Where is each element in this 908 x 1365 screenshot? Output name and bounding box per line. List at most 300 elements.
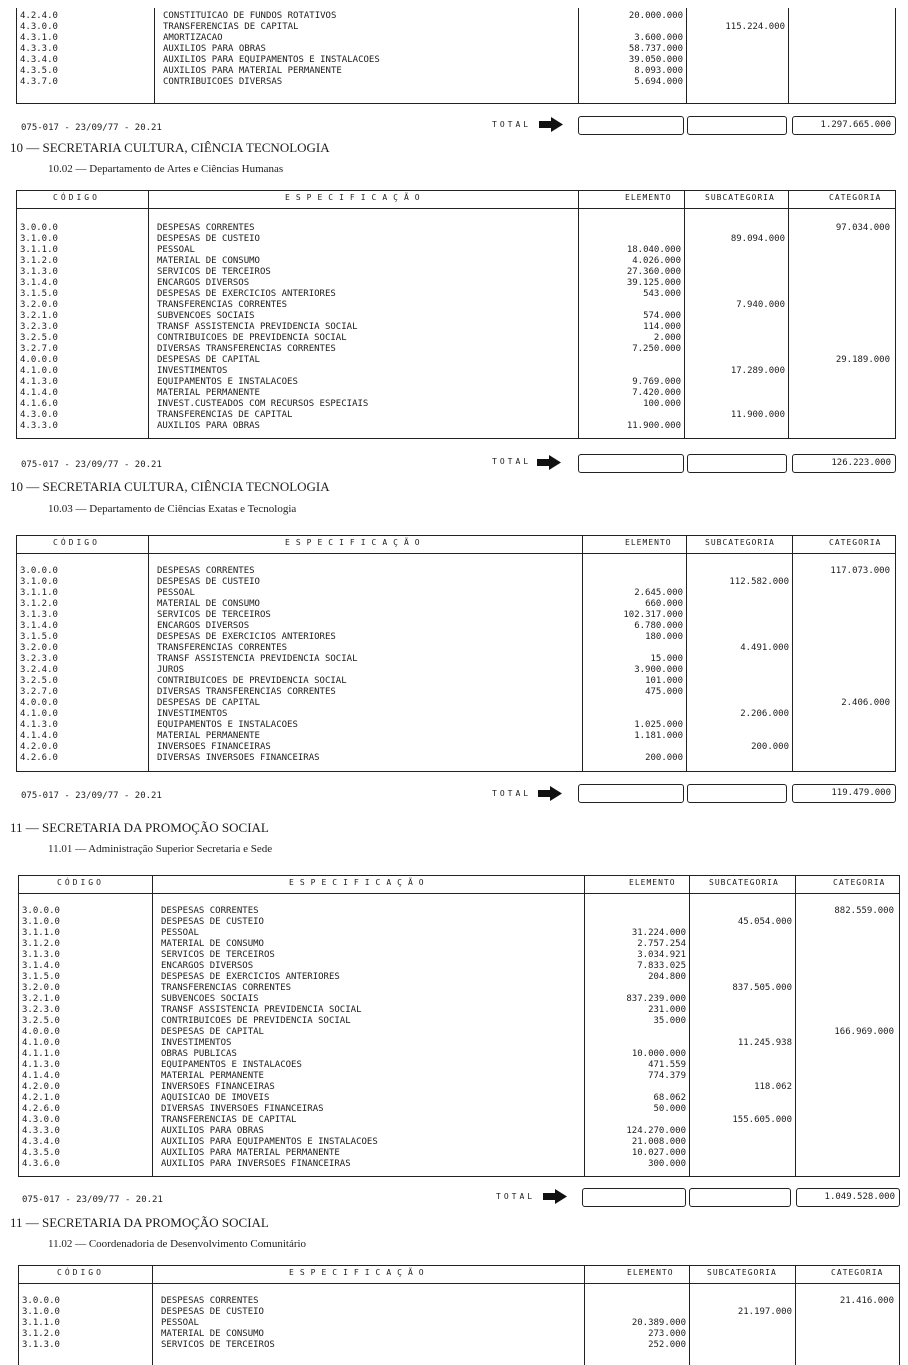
row-elemento: 9.769.000 (632, 377, 681, 387)
row-especificacao: CONTRIBUICOES DE PREVIDENCIA SOCIAL (157, 676, 347, 686)
row-especificacao: AQUISICAO DE IMOVEIS (161, 1093, 270, 1103)
row-especificacao: DESPESAS DE CAPITAL (157, 698, 260, 708)
row-especificacao: DESPESAS DE EXERCICIOS ANTERIORES (157, 632, 336, 642)
row-especificacao: TRANSF ASSISTENCIA PREVIDENCIA SOCIAL (157, 322, 358, 332)
table-row (17, 66, 895, 77)
row-elemento: 774.379 (648, 1071, 686, 1081)
row-especificacao: DESPESAS DE CUSTEIO (161, 1307, 264, 1317)
row-elemento: 200.000 (645, 753, 683, 763)
header-especificacao: ESPECIFICAÇÃO (289, 878, 430, 887)
row-elemento: 18.040.000 (626, 245, 681, 255)
row-subcategoria: 115.224.000 (725, 22, 785, 32)
row-code: 3.2.5.0 (20, 676, 58, 686)
row-elemento: 58.737.000 (628, 44, 683, 54)
row-especificacao: INVERSOES FINANCEIRAS (157, 742, 271, 752)
row-code: 4.3.0.0 (22, 1115, 60, 1125)
row-elemento: 3.600.000 (634, 33, 683, 43)
row-code: 4.1.4.0 (20, 388, 58, 398)
table-row (17, 256, 895, 267)
row-especificacao: PESSOAL (161, 1318, 199, 1328)
total-box-categoria: 119.479.000 (792, 784, 896, 803)
row-especificacao: DIVERSAS TRANSFERENCIAS CORRENTES (157, 687, 336, 697)
header-codigo: CÓDIGO (53, 538, 100, 547)
row-code: 3.0.0.0 (22, 906, 60, 916)
row-especificacao: DESPESAS CORRENTES (157, 223, 255, 233)
row-especificacao: TRANSF ASSISTENCIA PREVIDENCIA SOCIAL (157, 654, 358, 664)
row-especificacao: MATERIAL DE CONSUMO (157, 599, 260, 609)
row-especificacao: DIVERSAS TRANSFERENCIAS CORRENTES (157, 344, 336, 354)
row-elemento: 4.026.000 (632, 256, 681, 266)
table-row (19, 1082, 899, 1093)
total-label: TOTAL (496, 1192, 536, 1201)
header-categoria: CATEGORIA (831, 1268, 884, 1277)
row-especificacao: DESPESAS CORRENTES (161, 906, 259, 916)
table-row (19, 1071, 899, 1082)
row-especificacao: PESSOAL (161, 928, 199, 938)
section-title: 10 — SECRETARIA CULTURA, CIÊNCIA TECNOLOGIA (10, 479, 330, 494)
row-especificacao: TRANSFERENCIAS DE CAPITAL (163, 22, 299, 32)
table-row (19, 1060, 899, 1071)
table-row (17, 577, 895, 588)
header-codigo: CÓDIGO (57, 1268, 104, 1277)
row-especificacao: DESPESAS DE CAPITAL (161, 1027, 264, 1037)
table-row (19, 1027, 899, 1038)
row-especificacao: OBRAS PUBLICAS (161, 1049, 237, 1059)
table-row (19, 1093, 899, 1104)
table-row (17, 566, 895, 577)
total-box-elemento (578, 116, 684, 135)
row-especificacao: INVESTIMENTOS (157, 366, 228, 376)
row-subcategoria: 155.605.000 (732, 1115, 792, 1125)
row-elemento: 7.250.000 (632, 344, 681, 354)
row-code: 3.0.0.0 (22, 1296, 60, 1306)
row-code: 3.1.2.0 (20, 256, 58, 266)
table-row (17, 399, 895, 410)
table-row (17, 377, 895, 388)
table-header (19, 1266, 899, 1284)
row-code: 4.3.0.0 (20, 410, 58, 420)
total-label: TOTAL (492, 120, 532, 129)
row-code: 3.2.7.0 (20, 687, 58, 697)
row-code: 4.2.6.0 (22, 1104, 60, 1114)
row-code: 4.1.0.0 (22, 1038, 60, 1048)
row-elemento: 273.000 (648, 1329, 686, 1339)
table-row (17, 311, 895, 322)
table-row (19, 1104, 899, 1115)
row-code: 4.3.4.0 (20, 55, 58, 65)
row-elemento: 39.050.000 (628, 55, 683, 65)
header-subcategoria: SUBCATEGORIA (705, 538, 775, 547)
row-especificacao: SUBVENCOES SOCIAIS (157, 311, 255, 321)
row-elemento: 6.780.000 (634, 621, 683, 631)
row-especificacao: MATERIAL DE CONSUMO (157, 256, 260, 266)
row-elemento: 204.800 (648, 972, 686, 982)
total-box-categoria: 1.049.528.000 (796, 1188, 900, 1207)
row-code: 3.2.0.0 (20, 300, 58, 310)
row-code: 4.3.3.0 (20, 44, 58, 54)
table-row (17, 731, 895, 742)
row-especificacao: AUXILIOS PARA MATERIAL PERMANENTE (161, 1148, 340, 1158)
section-title: 11 — SECRETARIA DA PROMOÇÃO SOCIAL (10, 820, 269, 835)
header-categoria: CATEGORIA (829, 538, 882, 547)
row-code: 4.0.0.0 (22, 1027, 60, 1037)
row-code: 4.0.0.0 (20, 355, 58, 365)
row-especificacao: EQUIPAMENTOS E INSTALACOES (161, 1060, 302, 1070)
table-row (17, 753, 895, 764)
table-row (17, 366, 895, 377)
table-row (17, 632, 895, 643)
row-code: 4.1.6.0 (20, 399, 58, 409)
table-row (17, 300, 895, 311)
table-row (17, 33, 895, 44)
row-code: 3.2.3.0 (20, 654, 58, 664)
table-row (19, 1016, 899, 1027)
row-code: 3.1.4.0 (20, 278, 58, 288)
total-box-subcategoria (687, 784, 787, 803)
row-especificacao: TRANSF ASSISTENCIA PREVIDENCIA SOCIAL (161, 1005, 362, 1015)
table-row (19, 1340, 899, 1351)
row-code: 3.2.0.0 (22, 983, 60, 993)
table-row (17, 676, 895, 687)
row-code: 3.1.4.0 (20, 621, 58, 631)
table-row (19, 994, 899, 1005)
row-elemento: 114.000 (643, 322, 681, 332)
table-row (17, 643, 895, 654)
print-footer: 075-017 - 23/09/77 - 20.21 (22, 1195, 163, 1205)
table-row (17, 223, 895, 234)
row-especificacao: DESPESAS DE CUSTEIO (157, 577, 260, 587)
row-subcategoria: 112.582.000 (729, 577, 789, 587)
row-code: 3.1.3.0 (20, 610, 58, 620)
row-code: 3.1.0.0 (20, 234, 58, 244)
row-code: 3.1.0.0 (22, 917, 60, 927)
row-especificacao: AUXILIOS PARA OBRAS (157, 421, 260, 431)
row-elemento: 15.000 (650, 654, 683, 664)
header-elemento: ELEMENTO (629, 878, 676, 887)
subsection-title: 11.01 — Administração Superior Secretaria e Sede (48, 843, 273, 855)
table-row (17, 698, 895, 709)
row-subcategoria: 11.245.938 (737, 1038, 792, 1048)
row-subcategoria: 837.505.000 (732, 983, 792, 993)
header-categoria: CATEGORIA (833, 878, 886, 887)
row-code: 4.1.0.0 (20, 709, 58, 719)
header-subcategoria: SUBCATEGORIA (705, 193, 775, 202)
row-categoria: 166.969.000 (834, 1027, 894, 1037)
row-especificacao: SERVICOS DE TERCEIROS (157, 610, 271, 620)
row-code: 3.2.3.0 (22, 1005, 60, 1015)
row-especificacao: JUROS (157, 665, 185, 675)
total-box-elemento (578, 454, 684, 473)
total-label: TOTAL (492, 789, 532, 798)
table-row (19, 961, 899, 972)
header-especificacao: ESPECIFICAÇÃO (285, 193, 426, 202)
row-code: 4.1.4.0 (20, 731, 58, 741)
row-code: 3.2.5.0 (20, 333, 58, 343)
table-row (17, 421, 895, 432)
row-subcategoria: 118.062 (754, 1082, 792, 1092)
row-especificacao: AUXILIOS PARA EQUIPAMENTOS E INSTALACOES (161, 1137, 378, 1147)
budget-table-continuation (16, 8, 896, 104)
row-categoria: 21.416.000 (839, 1296, 894, 1306)
row-subcategoria: 7.940.000 (736, 300, 785, 310)
table-row (19, 1115, 899, 1126)
row-code: 3.1.1.0 (20, 588, 58, 598)
header-subcategoria: SUBCATEGORIA (709, 878, 779, 887)
row-especificacao: MATERIAL PERMANENTE (157, 731, 260, 741)
row-elemento: 3.900.000 (634, 665, 683, 675)
row-especificacao: MATERIAL DE CONSUMO (161, 1329, 264, 1339)
table-row (17, 278, 895, 289)
row-especificacao: CONTRIBUICOES DIVERSAS (163, 77, 283, 87)
header-elemento: ELEMENTO (625, 538, 672, 547)
row-elemento: 35.000 (653, 1016, 686, 1026)
table-row (17, 355, 895, 366)
row-especificacao: DESPESAS CORRENTES (161, 1296, 259, 1306)
row-code: 4.3.1.0 (20, 33, 58, 43)
total-box-subcategoria (689, 1188, 791, 1207)
row-especificacao: AUXILIOS PARA OBRAS (161, 1126, 264, 1136)
table-row (19, 1137, 899, 1148)
table-row (17, 599, 895, 610)
row-code: 4.3.0.0 (20, 22, 58, 32)
header-categoria: CATEGORIA (829, 193, 882, 202)
header-especificacao: ESPECIFICAÇÃO (289, 1268, 430, 1277)
row-especificacao: PESSOAL (157, 588, 195, 598)
print-footer: 075-017 - 23/09/77 - 20.21 (21, 123, 162, 133)
row-elemento: 7.833.025 (637, 961, 686, 971)
table-row (17, 610, 895, 621)
row-especificacao: MATERIAL DE CONSUMO (161, 939, 264, 949)
row-especificacao: AMORTIZACAO (163, 33, 223, 43)
table-row (19, 917, 899, 928)
row-code: 4.1.3.0 (20, 720, 58, 730)
row-elemento: 837.239.000 (626, 994, 686, 1004)
row-elemento: 475.000 (645, 687, 683, 697)
row-code: 3.2.1.0 (20, 311, 58, 321)
row-elemento: 68.062 (653, 1093, 686, 1103)
row-code: 4.3.5.0 (22, 1148, 60, 1158)
row-code: 3.1.3.0 (20, 267, 58, 277)
row-elemento: 180.000 (645, 632, 683, 642)
section-title: 11 — SECRETARIA DA PROMOÇÃO SOCIAL (10, 1215, 269, 1230)
row-elemento: 2.757.254 (637, 939, 686, 949)
row-code: 4.1.3.0 (20, 377, 58, 387)
row-code: 4.3.3.0 (20, 421, 58, 431)
row-elemento: 1.025.000 (634, 720, 683, 730)
row-code: 3.2.0.0 (20, 643, 58, 653)
row-especificacao: DESPESAS DE EXERCICIOS ANTERIORES (157, 289, 336, 299)
row-especificacao: AUXILIOS PARA INVERSOES FINANCEIRAS (161, 1159, 351, 1169)
row-elemento: 2.645.000 (634, 588, 683, 598)
row-code: 3.1.2.0 (22, 1329, 60, 1339)
row-code: 3.2.3.0 (20, 322, 58, 332)
row-elemento: 27.360.000 (626, 267, 681, 277)
row-code: 3.0.0.0 (20, 223, 58, 233)
row-elemento: 21.008.000 (631, 1137, 686, 1147)
row-elemento: 2.000 (653, 333, 681, 343)
total-box-subcategoria (687, 116, 787, 135)
row-subcategoria: 2.206.000 (740, 709, 789, 719)
row-especificacao: CONTRIBUICOES DE PREVIDENCIA SOCIAL (157, 333, 347, 343)
row-especificacao: DIVERSAS INVERSOES FINANCEIRAS (157, 753, 320, 763)
row-especificacao: EQUIPAMENTOS E INSTALACOES (157, 377, 298, 387)
row-categoria: 2.406.000 (841, 698, 890, 708)
total-box-elemento (582, 1188, 686, 1207)
total-box-elemento (578, 784, 684, 803)
row-subcategoria: 89.094.000 (730, 234, 785, 244)
row-especificacao: CONTRIBUICOES DE PREVIDENCIA SOCIAL (161, 1016, 351, 1026)
row-code: 3.2.5.0 (22, 1016, 60, 1026)
header-elemento: ELEMENTO (625, 193, 672, 202)
row-code: 4.2.0.0 (20, 742, 58, 752)
subsection-title: 10.02 — Departamento de Artes e Ciências Humanas (48, 163, 284, 175)
row-categoria: 29.189.000 (835, 355, 890, 365)
row-especificacao: INVEST.CUSTEADOS COM RECURSOS ESPECIAIS (157, 399, 369, 409)
row-elemento: 543.000 (643, 289, 681, 299)
table-row (17, 267, 895, 278)
row-especificacao: TRANSFERENCIAS CORRENTES (161, 983, 292, 993)
row-elemento: 11.900.000 (626, 421, 681, 431)
table-row (17, 55, 895, 66)
row-especificacao: DESPESAS DE EXERCICIOS ANTERIORES (161, 972, 340, 982)
budget-table (18, 875, 900, 1177)
table-row (17, 11, 895, 22)
table-row (19, 1126, 899, 1137)
table-row (19, 1318, 899, 1329)
print-footer: 075-017 - 23/09/77 - 20.21 (21, 460, 162, 470)
row-code: 3.1.1.0 (22, 1318, 60, 1328)
row-especificacao: INVERSOES FINANCEIRAS (161, 1082, 275, 1092)
row-code: 3.1.3.0 (22, 950, 60, 960)
table-row (19, 928, 899, 939)
header-codigo: CÓDIGO (53, 193, 100, 202)
row-especificacao: DESPESAS DE CUSTEIO (161, 917, 264, 927)
row-elemento: 101.000 (645, 676, 683, 686)
table-row (17, 621, 895, 632)
table-row (17, 388, 895, 399)
row-elemento: 3.034.921 (637, 950, 686, 960)
table-row (17, 22, 895, 33)
row-elemento: 39.125.000 (626, 278, 681, 288)
row-especificacao: DIVERSAS INVERSOES FINANCEIRAS (161, 1104, 324, 1114)
row-especificacao: ENCARGOS DIVERSOS (161, 961, 254, 971)
row-code: 3.1.1.0 (22, 928, 60, 938)
row-especificacao: EQUIPAMENTOS E INSTALACOES (157, 720, 298, 730)
row-categoria: 97.034.000 (835, 223, 890, 233)
subsection-title: 10.03 — Departamento de Ciências Exatas e Tecnologia (48, 503, 297, 515)
row-especificacao: INVESTIMENTOS (161, 1038, 232, 1048)
table-row (19, 1038, 899, 1049)
row-code: 4.1.0.0 (20, 366, 58, 376)
total-box-subcategoria (687, 454, 787, 473)
row-code: 4.3.6.0 (22, 1159, 60, 1169)
row-subcategoria: 11.900.000 (730, 410, 785, 420)
table-row (17, 234, 895, 245)
table-row (17, 709, 895, 720)
row-code: 4.1.1.0 (22, 1049, 60, 1059)
total-box-categoria: 126.223.000 (792, 454, 896, 473)
row-code: 3.2.7.0 (20, 344, 58, 354)
row-subcategoria: 17.289.000 (730, 366, 785, 376)
table-row (17, 720, 895, 731)
row-elemento: 102.317.000 (623, 610, 683, 620)
table-row (19, 1148, 899, 1159)
row-code: 3.1.0.0 (22, 1307, 60, 1317)
row-code: 3.1.0.0 (20, 577, 58, 587)
table-row (19, 950, 899, 961)
arrow-right-icon (543, 1189, 567, 1204)
row-elemento: 20.389.000 (631, 1318, 686, 1328)
row-especificacao: DESPESAS DE CAPITAL (157, 355, 260, 365)
header-elemento: ELEMENTO (627, 1268, 674, 1277)
row-especificacao: SERVICOS DE TERCEIROS (161, 1340, 275, 1350)
row-elemento: 5.694.000 (634, 77, 683, 87)
row-elemento: 574.000 (643, 311, 681, 321)
table-row (19, 983, 899, 994)
row-code: 3.1.4.0 (22, 961, 60, 971)
row-especificacao: TRANSFERENCIAS DE CAPITAL (161, 1115, 297, 1125)
row-elemento: 10.000.000 (631, 1049, 686, 1059)
row-especificacao: TRANSFERENCIAS CORRENTES (157, 300, 288, 310)
row-code: 3.2.4.0 (20, 665, 58, 675)
header-codigo: CÓDIGO (57, 878, 104, 887)
row-especificacao: DESPESAS DE CUSTEIO (157, 234, 260, 244)
row-code: 4.3.5.0 (20, 66, 58, 76)
section-title: 10 — SECRETARIA CULTURA, CIÊNCIA TECNOLOGIA (10, 140, 330, 155)
row-especificacao: SERVICOS DE TERCEIROS (157, 267, 271, 277)
table-row (19, 906, 899, 917)
row-especificacao: TRANSFERENCIAS DE CAPITAL (157, 410, 293, 420)
table-row (17, 44, 895, 55)
table-row (19, 939, 899, 950)
table-row (19, 1296, 899, 1307)
row-especificacao: INVESTIMENTOS (157, 709, 228, 719)
row-code: 3.1.2.0 (20, 599, 58, 609)
row-elemento: 1.181.000 (634, 731, 683, 741)
arrow-right-icon (539, 117, 563, 132)
row-elemento: 231.000 (648, 1005, 686, 1015)
header-subcategoria: SUBCATEGORIA (707, 1268, 777, 1277)
table-row (19, 1307, 899, 1318)
row-especificacao: AUXILIOS PARA EQUIPAMENTOS E INSTALACOES (163, 55, 380, 65)
row-elemento: 471.559 (648, 1060, 686, 1070)
row-categoria: 117.073.000 (830, 566, 890, 576)
row-code: 4.1.4.0 (22, 1071, 60, 1081)
row-code: 4.1.3.0 (22, 1060, 60, 1070)
row-elemento: 8.093.000 (634, 66, 683, 76)
row-elemento: 252.000 (648, 1340, 686, 1350)
row-code: 3.1.2.0 (22, 939, 60, 949)
row-code: 4.3.7.0 (20, 77, 58, 87)
row-especificacao: AUXILIOS PARA MATERIAL PERMANENTE (163, 66, 342, 76)
row-especificacao: ENCARGOS DIVERSOS (157, 621, 250, 631)
row-code: 3.1.5.0 (20, 632, 58, 642)
table-header (19, 876, 899, 894)
budget-table (18, 1265, 900, 1365)
table-row (17, 322, 895, 333)
budget-table (16, 535, 896, 772)
header-especificacao: ESPECIFICAÇÃO (285, 538, 426, 547)
row-categoria: 882.559.000 (834, 906, 894, 916)
row-code: 3.0.0.0 (20, 566, 58, 576)
table-row (17, 289, 895, 300)
row-especificacao: MATERIAL PERMANENTE (157, 388, 260, 398)
row-subcategoria: 45.054.000 (737, 917, 792, 927)
table-row (17, 245, 895, 256)
table-row (19, 1049, 899, 1060)
row-elemento: 20.000.000 (628, 11, 683, 21)
row-elemento: 50.000 (653, 1104, 686, 1114)
